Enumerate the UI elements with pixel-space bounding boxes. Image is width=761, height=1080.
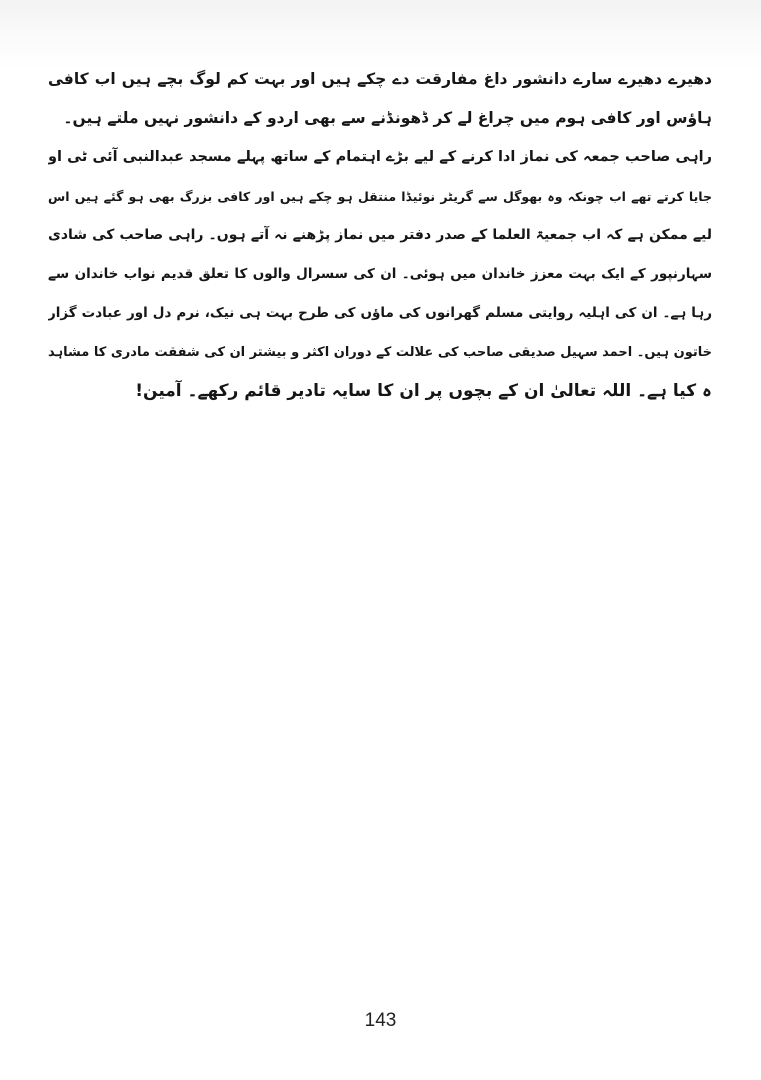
text-line: لیے ممکن ہے کہ اب جمعیۃ العلما کے صدر دفتر میں نماز پڑھنے نہ آتے ہوں۔ راہی صاحب کی شادی [48,227,712,243]
text-line: ہ کیا ہے۔ اللہ تعالیٰ ان کے بچوں پر ان کا سایہ تادیر قائم رکھے۔ آمین! [135,381,712,401]
paragraph-2 [48,138,712,411]
page-number: 143 [364,1010,397,1031]
text-line: جایا کرتے تھے اب چونکہ وہ بھوگل سے گریٹر نوئیڈا منتقل ہو چکے ہیں اور کافی بزرگ بھی ہو گئے ہیں اس [48,189,712,204]
text-line: رہا ہے۔ ان کی اہلیہ روایتی مسلم گھرانوں کی ماؤں کی طرح بہت ہی نیک، نرم دل اور عبادت گزار [48,305,712,321]
paragraph-1 [48,60,712,138]
text-line: راہی صاحب جمعہ کی نماز ادا کرنے کے لیے بڑے اہتمام کے ساتھ پہلے مسجد عبدالنبی آئی ٹی او [48,149,712,165]
text-line: دھیرے دھیرے سارے دانشور داغ مفارقت دے چکے ہیں اور بہت کم لوگ بچے ہیں اب کافی [48,70,712,88]
text-line: سہارنپور کے ایک بہت معزز خاندان میں ہوئی۔ ان کی سسرال والوں کا تعلق قدیم نواب خاندان سے [48,266,712,282]
urdu-text-body [48,60,712,411]
text-line: خاتون ہیں۔ احمد سہیل صدیقی صاحب کی علالت کے دوران اکثر و بیشتر ان کی شفقت مادری کا مشاہد [48,345,712,360]
text-line: ہاؤس اور کافی ہوم میں چراغ لے کر ڈھونڈنے سے بھی اردو کے دانشور نہیں ملتے ہیں۔ [63,109,712,127]
